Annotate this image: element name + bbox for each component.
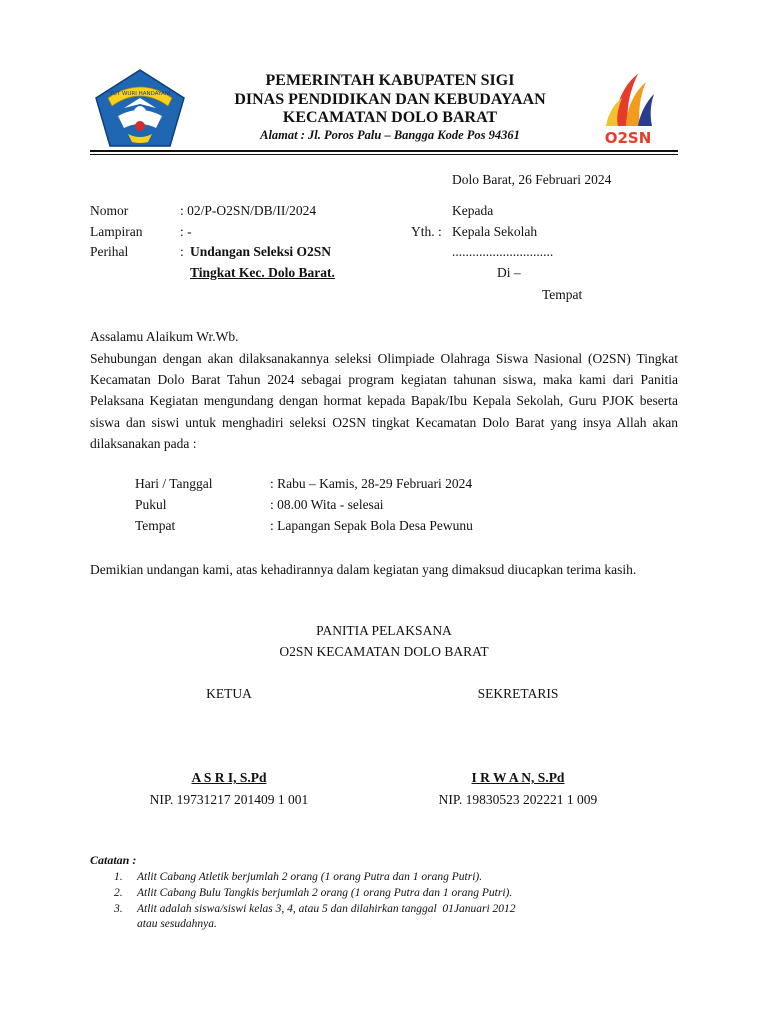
lampiran-label: Lampiran [90,224,143,239]
recipient-kepala-sekolah: Kepala Sekolah [452,224,538,239]
header-line-3: KECAMATAN DOLO BARAT [282,109,498,126]
perihal-colon: : [180,244,184,259]
sekretaris-name: I R W A N, S.Pd [471,770,565,785]
nomor-value: : 02/P-O2SN/DB/II/2024 [180,203,317,218]
header-rule [90,150,678,152]
schedule-label-place: Tempat [135,518,176,533]
ketua-role: KETUA [206,686,252,701]
schedule-label-time: Pukul [135,497,167,512]
o2sn-logo-text: O2SN [604,129,652,147]
perihal-value-1: Undangan Seleksi O2SN [190,244,332,259]
closing-paragraph: Demikian undangan kami, atas kehadirannya dalam kegiatan yang dimaksud diucapkan terima kasih. [90,562,637,577]
committee-title-2: O2SN KECAMATAN DOLO BARAT [279,644,489,659]
date-line: Dolo Barat, 26 Februari 2024 [452,172,612,187]
note-text-1: Atlit Cabang Atletik berjumlah 2 orang (1 orang Putra dan 1 orang Putri). [137,871,483,883]
perihal-label: Perihal [90,244,129,259]
note-text-2: Atlit Cabang Bulu Tangkis berjumlah 2 orang (1 orang Putra dan 1 orang Putri). [137,887,513,899]
perihal-value-2: Tingkat Kec. Dolo Barat. [190,265,335,280]
recipient-dots: .............................. [452,244,554,259]
yth-label: Yth. : [411,224,442,239]
note-number-1: 1. [114,871,123,883]
ketua-name: A S R I, S.Pd [191,770,267,785]
note-text-3-cont: atau sesudahnya. [137,918,217,930]
note-number-3: 3. [114,903,123,915]
schedule-label-day: Hari / Tanggal [135,476,213,491]
header-line-2: DINAS PENDIDIKAN DAN KEBUDAYAAN [234,91,546,108]
note-text-3: Atlit adalah siswa/siswi kelas 3, 4, atau 5 dan dilahirkan tanggal 01Januari 2012 [137,903,516,915]
committee-title-1: PANITIA PELAKSANA [316,623,452,638]
body-paragraph: Sehubungan dengan akan dilaksanakannya seleksi Olimpiade Olahraga Siswa Nasional (O2SN) Tingkat Kecamatan Dolo Barat Tahun 2024 sebagai program kegiatan tahunan siswa, maka kami dari Panitia Pelaksana Kegiatan mengundang dengan hormat kepada Bapak/Ibu Kepala Sekolah, Guru PJOK beserta siswa dan siswi untuk menghadiri seleksi O2SN tingkat Kecamatan Dolo Barat yang insya Allah akan dilaksanakan pada : [90,351,678,451]
recipient-di: Di – [497,265,521,280]
recipient-tempat: Tempat [542,287,583,302]
logo-ribbon-text: TUT WURI HANDAYANI [109,91,171,97]
note-number-2: 2. [114,887,123,899]
notes-title: Catatan : [90,853,137,867]
schedule-value-day: : Rabu – Kamis, 28-29 Februari 2024 [270,476,473,491]
header-line-1: PEMERINTAH KABUPATEN SIGI [265,72,515,89]
nomor-label: Nomor [90,203,129,218]
sekretaris-role: SEKRETARIS [477,686,559,701]
header-address: Alamat : Jl. Poros Palu – Bangga Kode Pos 94361 [260,128,520,142]
kepada-label: Kepada [452,203,494,218]
lampiran-value: : - [180,224,192,239]
schedule-value-time: : 08.00 Wita - selesai [270,497,384,512]
salutation: Assalamu Alaikum Wr.Wb. [90,329,239,344]
header-rule-thin [90,154,678,155]
schedule-value-place: : Lapangan Sepak Bola Desa Pewunu [270,518,473,533]
sekretaris-nip: NIP. 19830523 202221 1 009 [438,792,598,807]
ketua-nip: NIP. 19731217 201409 1 001 [149,792,309,807]
